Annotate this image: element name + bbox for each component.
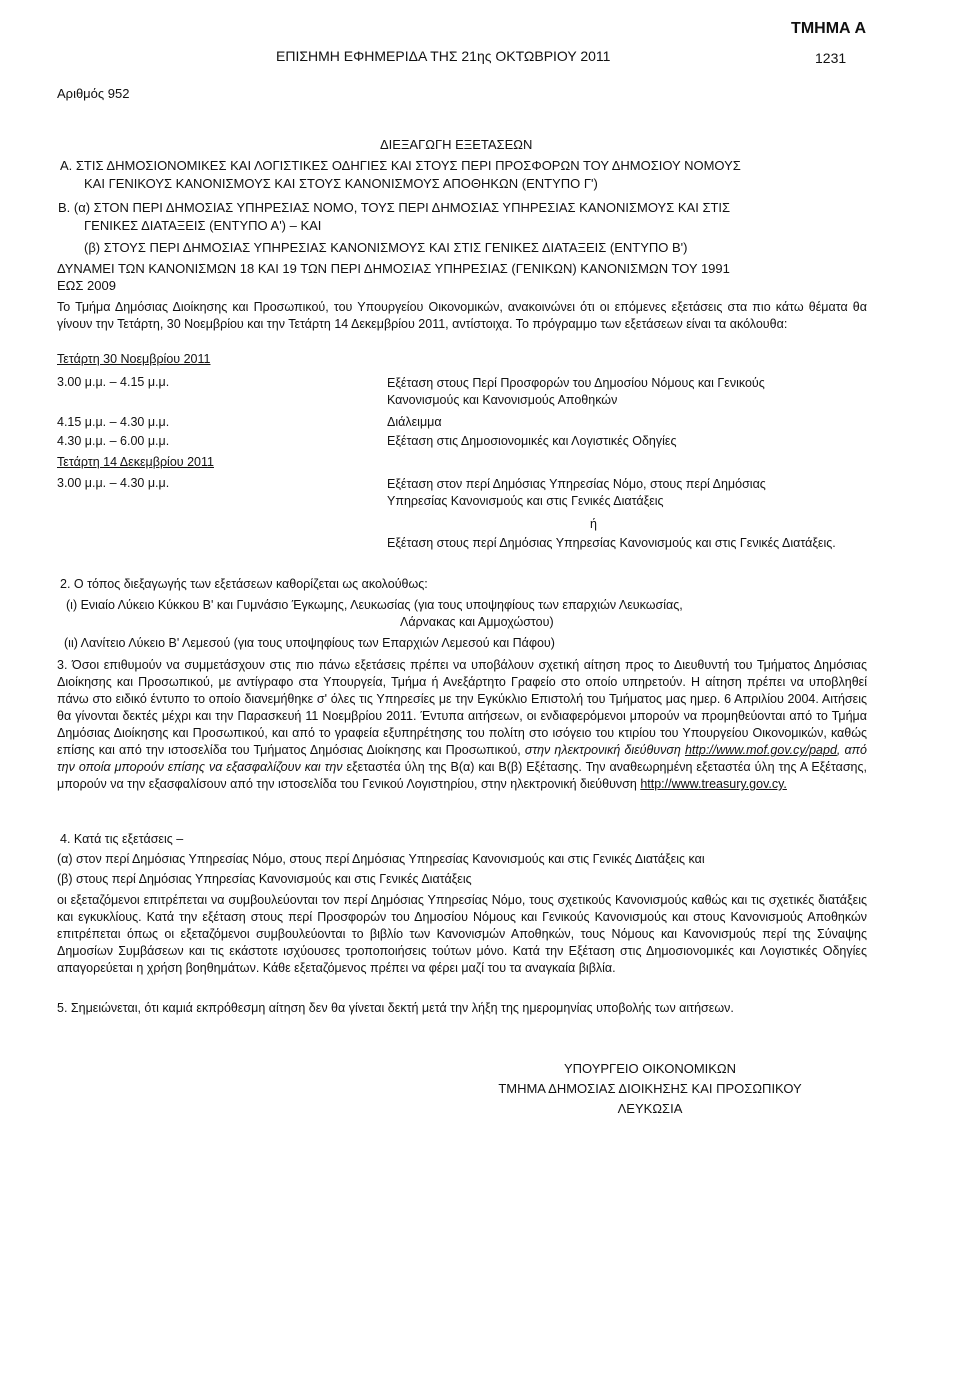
day1-heading: Τετάρτη 30 Νοεμβρίου 2011 (57, 352, 211, 366)
para3-paragraph (57, 657, 867, 793)
para2-item2: (ιι) Λανίτειο Λύκειο Β' Λεμεσού (για τους υποψηφίους των Επαρχιών Λεμεσού και Πάφου) (64, 636, 555, 650)
gazette-title: ΕΠΙΣΗΜΗ ΕΦΗΜΕΡΙΔΑ ΤΗΣ 21ης ΟΚΤΩΒΡΙΟΥ 2011 (276, 48, 611, 64)
para3-italic-1: στην ηλεκτρονική διεύθυνση (524, 743, 681, 757)
para2-item1-line2: Λάρνακας και Αμμοχώστου) (400, 615, 554, 629)
subject-c-line2: ΕΩΣ 2009 (57, 278, 116, 293)
para2-item1-line1: (ι) Ενιαίο Λύκειο Κύκκου Β' και Γυμνάσιο Έγκωμης, Λευκωσίας (για τους υποψηφίους των επαρχιών Λευκωσίας, (66, 598, 683, 612)
treasury-link[interactable]: http://www.treasury.gov.cy. (640, 777, 787, 791)
signature-city: ΛΕΥΚΩΣΙΑ (617, 1101, 683, 1116)
slot1-subject: Εξέταση στους Περί Προσφορών του Δημοσίου Νόμους και Γενικούς Κανονισμούς και Κανονισμούς Αποθηκών (387, 376, 765, 407)
day2-subject-2: Εξέταση στους περί Δημόσιας Υπηρεσίας Κανονισμούς και στις Γενικές Διατάξεις. (387, 536, 836, 550)
day2-subject-1: Εξέταση στον περί Δημόσιας Υπηρεσίας Νόμο, στους περί Δημόσιας Υπηρεσίας Κανονισμούς και στις Γενικές Διατάξεις (387, 477, 766, 508)
signature-department: ΤΜΗΜΑ ΔΗΜΟΣΙΑΣ ΔΙΟΙΚΗΣΗΣ ΚΑΙ ΠΡΟΣΩΠΙΚΟΥ (498, 1081, 802, 1096)
slot3-subject: Εξέταση στις Δημοσιονομικές και Λογιστικές Οδηγίες (387, 434, 677, 448)
para2-heading: 2. Ο τόπος διεξαγωγής των εξετάσεων καθορίζεται ως ακολούθως: (60, 577, 428, 591)
para4-heading: 4. Κατά τις εξετάσεις – (60, 832, 184, 846)
para3-italic-2: , από την οποία μπορούν επίσης να εξασφαλίζουν και την (57, 743, 867, 774)
day2-or: ή (590, 517, 597, 531)
day2-time: 3.00 μ.μ. – 4.30 μ.μ. (57, 476, 170, 490)
subject-b-line1: Β. (α) ΣΤΟΝ ΠΕΡΙ ΔΗΜΟΣΙΑΣ ΥΠΗΡΕΣΙΑΣ ΝΟΜΟ, ΤΟΥΣ ΠΕΡΙ ΔΗΜΟΣΙΑΣ ΥΠΗΡΕΣΙΑΣ ΚΑΝΟΝΙΣΜΟΥΣ ΚΑΙ ΣΤΙΣ (58, 200, 731, 215)
signature-block (460, 1059, 840, 1119)
notice-number: Αριθμός 952 (57, 86, 130, 101)
day2-heading: Τετάρτη 14 Δεκεμβρίου 2011 (57, 455, 214, 469)
intro-paragraph: Το Τμήμα Δημόσιας Διοίκησης και Προσωπικού, του Υπουργείου Οικονομικών, ανακοινώνει ότι οι επόμενες εξετάσεις στα πιο κάτω θέματα θα γίνουν την Τετάρτη, 30 Νοεμβρίου και την Τετάρτη 14 Δεκεμβρίου 2011, αντίστοιχα. Το πρόγραμμο των εξετάσεων είναι τα ακόλουθα: (57, 300, 867, 331)
subject-a-line1: Α. ΣΤΙΣ ΔΗΜΟΣΙΟΝΟΜΙΚΕΣ ΚΑΙ ΛΟΓΙΣΤΙΚΕΣ ΟΔΗΓΙΕΣ ΚΑΙ ΣΤΟΥΣ ΠΕΡΙ ΠΡΟΣΦΟΡΩΝ ΤΟΥ ΔΗΜΟΣΙΟΥ ΝΟΜΟΥΣ (60, 158, 741, 173)
subject-a-line2: ΚΑΙ ΓΕΝΙΚΟΥΣ ΚΑΝΟΝΙΣΜΟΥΣ ΚΑΙ ΣΤΟΥΣ ΚΑΝΟΝΙΣΜΟΥΣ ΑΠΟΘΗΚΩΝ (ΕΝΤΥΠΟ Γ') (84, 176, 598, 191)
papd-link[interactable]: http://www.mof.gov.cy/papd (684, 743, 837, 757)
para3-text-2: εξεταστέα ύλη της Β(α) και Β(β) Εξέτασης. Την αναθεωρημένη εξεταστέα ύλη της Α Εξέτασης, μπορούν να την εξασφαλίσουν από την ιστοσελίδα του Γενικού Λογιστηρίου, στην ηλεκτρονική διεύθυνση (57, 760, 868, 791)
slot1-time: 3.00 μ.μ. – 4.15 μ.μ. (57, 375, 170, 389)
para3-text-1: 3. Όσοι επιθυμούν να συμμετάσχουν στις πιο πάνω εξετάσεις πρέπει να υποβάλουν σχετική αίτηση προς το Διευθυντή του Τμήματος Δημόσιας Διοίκησης και Προσωπικού, με αντίγραφο στα Υπουργεία, Τμήμα ή Ανεξάρτητο Γραφείο στο οποίο υπηρετούν. Η αίτηση πρέπει να υποβληθεί πάνω στο ειδικό έντυπο το οποίο διανεμήθηκε σ' όλες τις Υπηρεσίες με την Εγκύκλιο Επιστολή του Τμήματος μας ημερ. 6 Απριλίου 2004. Αιτήσεις θα γίνονται δεκτές μέχρι και την Παρασκευή 11 Νοεμβρίου 2011. Έντυπα αιτήσεων, οι ενδιαφερόμενοι μπορούν να προμηθεύονται από το Τμήμα Δημόσιας Διοίκησης και Προσωπικού, και από το γραφεία εξυπηρέτησης του πολίτη στο ισόγειο του κτιρίου του Υπουργείου Οικονομικών, καθώς επίσης και από την ιστοσελίδα του Τμήματος Δημόσιας Διοίκησης και Προσωπικού, (57, 658, 867, 757)
slot2-time: 4.15 μ.μ. – 4.30 μ.μ. (57, 415, 170, 429)
para4-body: οι εξεταζόμενοι επιτρέπεται να συμβουλεύονται τον περί Δημόσιας Υπηρεσίας Νόμο, τους σχετικούς Κανονισμούς καθώς και τις σχετικές διατάξεις και εγκυκλίους. Κατά την εξέταση στους περί Προσφορών του Δημοσίου Νόμους και Γενικούς Κανονισμούς και στους Κανονισμούς Αποθηκών επιτρέπεται όπως οι εξεταζόμενοι συμβουλεύονται το βιβλίο των Κανονισμών Αποθηκών, τους Νόμους και Κανονισμούς περί της Σύναψης Δημοσίων Συμβάσεων και τις εκάστοτε ισχύουσες τροποποιήσεις τούτων μόνο. Κατά την Εξέταση στις Δημοσιονομικές και Λογιστικές Οδηγίες απαγορεύεται η χρήση βοηθημάτων. Κάθε εξεταζόμενος πρέπει να φέρει μαζί του τα αναγκαία βιβλία. (57, 893, 867, 975)
slot3-time: 4.30 μ.μ. – 6.00 μ.μ. (57, 434, 170, 448)
document-title: ΔΙΕΞΑΓΩΓΗ ΕΞΕΤΑΣΕΩΝ (380, 137, 533, 152)
para4-line-a: (α) στον περί Δημόσιας Υπηρεσίας Νόμο, στους περί Δημόσιας Υπηρεσίας Κανονισμούς και στις Γενικές Διατάξεις και (57, 852, 705, 866)
subject-b-line2: ΓΕΝΙΚΕΣ ΔΙΑΤΑΞΕΙΣ (ΕΝΤΥΠΟ Α') – ΚΑΙ (84, 218, 322, 233)
subject-b-line3: (β) ΣΤΟΥΣ ΠΕΡΙ ΔΗΜΟΣΙΑΣ ΥΠΗΡΕΣΙΑΣ ΚΑΝΟΝΙΣΜΟΥΣ ΚΑΙ ΣΤΙΣ ΓΕΝΙΚΕΣ ΔΙΑΤΑΞΕΙΣ (ΕΝΤΥΠΟ Β') (84, 240, 688, 255)
page-number: 1231 (815, 50, 847, 66)
para4-line-b: (β) στους περί Δημόσιας Υπηρεσίας Κανονισμούς και στις Γενικές Διατάξεις (57, 872, 472, 886)
signature-ministry: ΥΠΟΥΡΓΕΙΟ ΟΙΚΟΝΟΜΙΚΩΝ (563, 1061, 737, 1076)
subject-c-line1: ΔΥΝΑΜΕΙ ΤΩΝ ΚΑΝΟΝΙΣΜΩΝ 18 ΚΑΙ 19 ΤΩΝ ΠΕΡΙ ΔΗΜΟΣΙΑΣ ΥΠΗΡΕΣΙΑΣ (ΓΕΝΙΚΩΝ) ΚΑΝΟΝΙΣΜΩΝ ΤΟΥ 1991 (57, 261, 730, 276)
slot2-subject: Διάλειμμα (387, 415, 442, 429)
section-label: ΤΜΗΜΑ Α (791, 20, 866, 37)
para5: 5. Σημειώνεται, ότι καμιά εκπρόθεσμη αίτηση δεν θα γίνεται δεκτή μετά την λήξη της ημερομηνίας υποβολής των αιτήσεων. (57, 1001, 734, 1015)
